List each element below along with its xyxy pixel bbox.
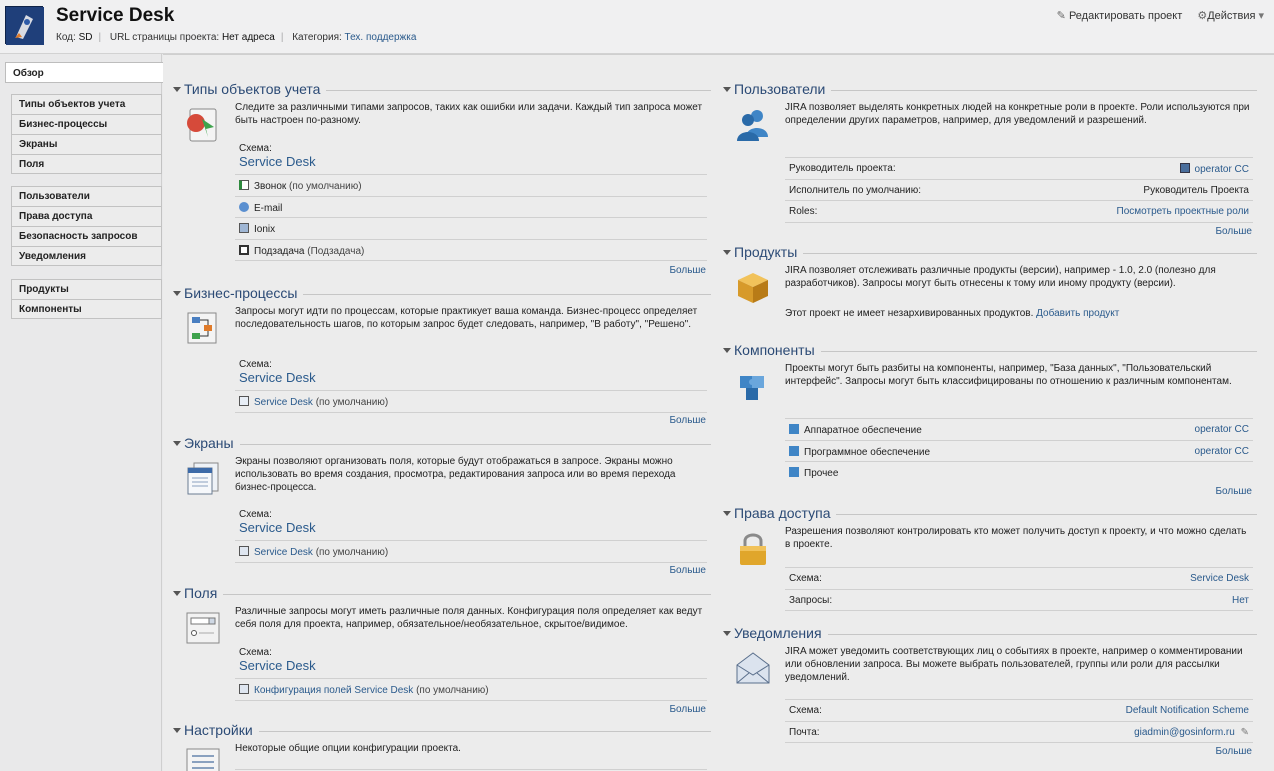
collapse-icon (173, 728, 181, 733)
default-assignee-value: Руководитель Проекта (1143, 184, 1249, 196)
screen-small-icon (239, 546, 249, 556)
component-icon (789, 424, 799, 434)
permissions-header[interactable] (723, 505, 1257, 523)
notification-scheme-label: Схема: (789, 705, 822, 716)
screen-note: (по умолчанию) (315, 547, 389, 558)
list-item (235, 197, 707, 219)
collapse-icon (173, 87, 181, 92)
components-header[interactable] (723, 342, 1257, 360)
collapse-icon (173, 441, 181, 446)
sidebar-item-issue-types[interactable]: Типы объектов учета (11, 94, 162, 114)
fields-icon (184, 609, 222, 647)
issue-security-label: Запросы: (789, 594, 833, 606)
notifications-description: JIRA может уведомить соответствующих лиц о событиях в проекте, например о комментировании или обновлении запроса. Вы можете выбрать пользователей, группы или роли для рассылки уведомлений. (785, 646, 1243, 683)
puzzle-icon (734, 366, 772, 404)
notifications-header[interactable] (723, 625, 1257, 643)
notification-scheme-row (785, 700, 1253, 722)
email-row (785, 722, 1253, 744)
sidebar-item-versions[interactable]: Продукты (11, 279, 162, 299)
collapse-icon (723, 631, 731, 636)
actions-dropdown[interactable]: ⚙Действия ▾ (1197, 10, 1264, 22)
component-name: Аппаратное обеспечение (804, 425, 922, 436)
fields-list (235, 678, 707, 701)
permission-scheme-link[interactable]: Service Desk (1190, 573, 1249, 584)
versions-title: Продукты (734, 244, 803, 260)
issue-type-note: (Подзадача) (307, 245, 365, 257)
settings-icon (184, 746, 222, 771)
workflow-icon (184, 309, 222, 347)
settings-description: Некоторые общие опции конфигурации проекта. (235, 743, 461, 754)
table-row (785, 419, 1253, 441)
list-item (235, 218, 707, 240)
call-icon (239, 180, 249, 190)
permissions-details (785, 567, 1253, 611)
gear-icon: ⚙ (1197, 10, 1208, 22)
url-value: Нет адреса (221, 32, 275, 43)
fields-description: Различные запросы могут иметь различные поля данных. Конфигурация поля определяет как ведут себя поля для проекта, например, обязательное/необязательное, скрытое/видимое. (235, 606, 703, 630)
settings-section (184, 722, 711, 771)
workflow-note: (по умолчанию) (315, 397, 389, 408)
collapse-icon (723, 250, 731, 255)
screens-header[interactable] (173, 435, 711, 453)
collapse-icon (173, 591, 181, 596)
envelope-icon (734, 649, 772, 687)
issue-types-title: Типы объектов учета (184, 81, 326, 97)
sidebar-item-notifications[interactable]: Уведомления (11, 246, 162, 266)
key-label: Код: (56, 32, 76, 43)
project-lead-row (785, 158, 1253, 180)
default-assignee-label: Исполнитель по умолчанию: (789, 184, 922, 196)
collapse-icon (173, 291, 181, 296)
issue-types-more-link[interactable]: Больше (669, 265, 706, 276)
issue-types-schema-label: Схема: (239, 143, 272, 154)
list-item (235, 541, 707, 563)
notifications-more-link[interactable]: Больше (1215, 746, 1252, 757)
users-title: Пользователи (734, 81, 831, 97)
issue-types-icon (184, 105, 222, 143)
project-avatar[interactable] (5, 6, 43, 44)
versions-note (785, 307, 1251, 320)
workflows-header[interactable] (173, 285, 711, 303)
sidebar-item-components[interactable]: Компоненты (11, 299, 162, 319)
project-lead-link[interactable]: operator CC (1194, 164, 1249, 175)
sidebar-group-versions (11, 279, 162, 319)
admin-sidebar (0, 54, 162, 771)
components-more-link[interactable]: Больше (1215, 486, 1252, 497)
workflows-description: Запросы могут идти по процессам, которые практикует ваша команда. Бизнес-процесс определяет последовательность шагов, по которым запрос будет следовать, например, "В работу", "Решено". (235, 306, 698, 330)
versions-note-text: Этот проект не имеет незархивированных продуктов. (785, 308, 1034, 319)
pencil-icon: ✎ (1056, 10, 1066, 22)
field-config-link[interactable]: Конфигурация полей Service Desk (254, 685, 414, 696)
components-title: Компоненты (734, 342, 821, 358)
screens-icon (184, 459, 222, 497)
versions-header[interactable] (723, 244, 1257, 262)
versions-section (734, 244, 1257, 334)
users-section (734, 81, 1257, 241)
issue-type-name: Звонок (254, 181, 287, 192)
category-link[interactable]: Тех. поддержка (344, 32, 417, 43)
edit-project-button[interactable]: ✎ Редактировать проект (1056, 10, 1183, 22)
settings-list (235, 769, 707, 770)
email-label: Почта: (789, 726, 820, 738)
sidebar-item-summary[interactable]: Обзор (5, 62, 163, 83)
component-icon (789, 467, 799, 477)
screens-schema-label: Схема: (239, 509, 272, 520)
component-name: Программное обеспечение (804, 446, 931, 458)
users-header[interactable] (723, 81, 1257, 99)
chevron-down-icon: ▾ (1255, 10, 1264, 22)
fields-more-link[interactable]: Больше (669, 704, 706, 715)
issue-type-name: Ionix (254, 224, 276, 235)
list-item (235, 240, 707, 262)
issue-types-scheme-link[interactable]: Service Desk (239, 154, 316, 169)
project-lead-label: Руководитель проекта: (789, 163, 896, 174)
sidebar-group-schemes (11, 94, 162, 174)
category-label: Категория: (292, 32, 342, 43)
workflows-scheme-link[interactable]: Service Desk (239, 370, 316, 385)
permission-scheme-row (785, 568, 1253, 590)
screens-description: Экраны позволяют организовать поля, которые будут отображаться в запросе. Экраны можно использовать во время создания, просмотра, редактирования запроса или во время перехода бизнес-процесса. (235, 456, 676, 493)
workflows-schema-label: Схема: (239, 359, 272, 370)
sidebar-item-issue-security[interactable]: Безопасность запросов (11, 226, 162, 246)
default-assignee-row (785, 180, 1253, 202)
table-row (785, 441, 1253, 463)
project-header (0, 0, 1274, 54)
workflows-title: Бизнес-процессы (184, 285, 303, 301)
screens-scheme-link[interactable]: Service Desk (239, 520, 316, 535)
sidebar-item-permissions[interactable]: Права доступа (11, 206, 162, 226)
issue-types-header[interactable] (173, 81, 711, 99)
issue-security-row (785, 590, 1253, 612)
fields-schema-label: Схема: (239, 647, 272, 658)
issue-security-link[interactable]: Нет (1231, 594, 1249, 606)
url-label: URL страницы проекта: (109, 32, 220, 43)
issue-types-description: Следите за различными типами запросов, таких как ошибки или задачи. Каждый тип запроса может быть настроен по-разному. (235, 102, 703, 126)
notification-scheme-link[interactable]: Default Notification Scheme (1125, 705, 1249, 716)
workflow-link[interactable]: Service Desk (254, 397, 313, 408)
issue-type-name: E-mail (254, 202, 283, 214)
project-meta: Код: SD | URL страницы проекта: Нет адреса | Категория: Тех. поддержка (56, 32, 417, 43)
component-icon (789, 446, 799, 456)
field-config-small-icon (239, 684, 249, 694)
ionix-icon (239, 223, 249, 233)
notifications-section (734, 625, 1257, 765)
permission-scheme-label: Схема: (789, 573, 822, 584)
issue-types-section (184, 81, 711, 281)
header-actions (1045, 9, 1264, 22)
screens-more-link[interactable]: Больше (669, 565, 706, 576)
components-section (734, 342, 1257, 502)
roles-row (785, 201, 1253, 223)
screen-link[interactable]: Service Desk (254, 547, 313, 558)
list-item (235, 391, 707, 413)
sidebar-item-workflows[interactable]: Бизнес-процессы (11, 114, 162, 134)
permissions-description: Разрешения позволяют контролировать кто может получить доступ к проекту, и что можно сделать в проекте. (785, 526, 1247, 550)
notifications-details (785, 699, 1253, 743)
collapse-icon (723, 87, 731, 92)
components-list (785, 418, 1253, 484)
component-lead-link[interactable]: operator CC (1194, 424, 1249, 435)
notifications-title: Уведомления (734, 625, 828, 641)
users-details (785, 157, 1253, 223)
issue-types-list (235, 174, 707, 261)
components-description: Проекты могут быть разбиты на компоненты, например, "База данных", "Пользовательский интерфейс". Запросы могут быть классифицированы по отношению к различным компонентам. (785, 363, 1232, 387)
table-row (785, 462, 1253, 484)
list-item (235, 679, 707, 701)
screens-list (235, 540, 707, 563)
key-value: SD (78, 32, 93, 43)
add-version-link[interactable]: Добавить продукт (1036, 308, 1120, 319)
screens-section (184, 435, 711, 581)
collapse-icon (723, 511, 731, 516)
users-icon (734, 105, 772, 143)
workflows-section (184, 285, 711, 431)
issue-type-note: (по умолчанию) (289, 181, 362, 192)
subtask-icon (239, 245, 249, 255)
collapse-icon (723, 348, 731, 353)
workflow-small-icon (239, 396, 249, 406)
users-more-link[interactable]: Больше (1215, 226, 1252, 237)
settings-title: Настройки (184, 722, 259, 738)
users-description: JIRA позволяет выделять конкретных людей на конкретные роли в проекте. Роли используются при определении других параметров, например, для уведомлений и разрешений. (785, 102, 1250, 126)
component-lead-link[interactable]: operator CC (1194, 445, 1249, 457)
settings-header[interactable] (173, 722, 711, 740)
roles-label: Roles: (789, 206, 818, 217)
versions-description: JIRA позволяет отслеживать различные продукты (версии), например - 1.0, 2.0 (полезно для разработчиков). Запросы могут быть отнесены к тому или иному продукту (версии). (785, 265, 1216, 289)
fields-header[interactable] (173, 585, 711, 603)
lock-icon (734, 529, 772, 567)
workflows-list (235, 390, 707, 413)
sidebar-group-access (11, 186, 162, 266)
fields-section (184, 585, 711, 719)
fields-scheme-link[interactable]: Service Desk (239, 658, 316, 673)
component-name: Прочее (804, 468, 839, 479)
project-summary (163, 54, 1274, 771)
sidebar-item-fields[interactable]: Поля (11, 154, 162, 174)
email-link[interactable]: giadmin@gosinform.ru (1134, 726, 1235, 738)
screens-title: Экраны (184, 435, 240, 451)
workflows-more-link[interactable]: Больше (669, 415, 706, 426)
issue-type-name: Подзадача (254, 245, 305, 257)
permissions-section (734, 505, 1257, 615)
sidebar-item-users[interactable]: Пользователи (11, 186, 162, 206)
edit-pencil-icon[interactable]: ✎ (1240, 726, 1249, 738)
email-icon (239, 202, 249, 212)
permissions-title: Права доступа (734, 505, 836, 521)
sidebar-item-screens[interactable]: Экраны (11, 134, 162, 154)
project-title: Service Desk (56, 5, 175, 26)
package-icon (734, 268, 772, 306)
list-item (235, 175, 707, 197)
fields-title: Поля (184, 585, 223, 601)
user-avatar-icon (1180, 163, 1190, 173)
view-roles-link[interactable]: Посмотреть проектные роли (1116, 206, 1249, 217)
field-config-note: (по умолчанию) (416, 685, 489, 696)
